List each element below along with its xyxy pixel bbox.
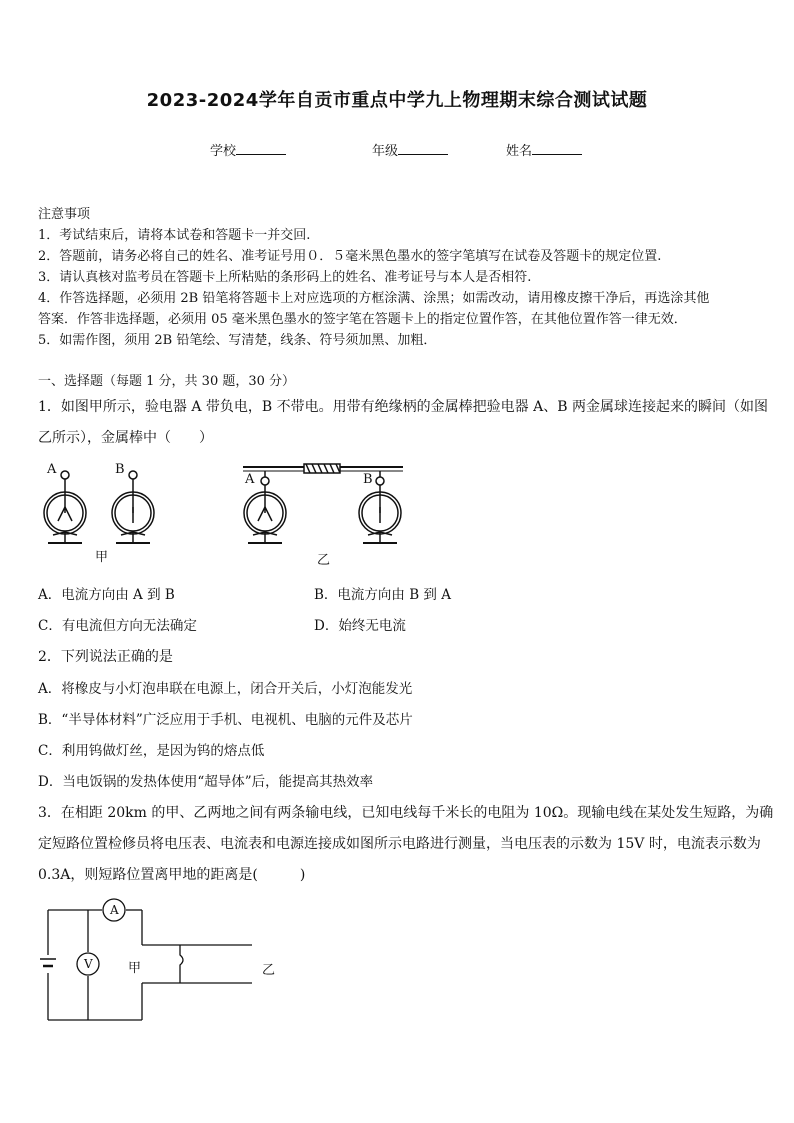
q3-stem-line3: 0.3A，则短路位置离甲地的距离是( ) [38, 867, 306, 883]
page-title: 2023-2024学年自贡市重点中学九上物理期末综合测试试题 [146, 90, 648, 111]
q3-label-yi: 乙 [262, 963, 276, 978]
q1-caption-yi: 乙 [317, 553, 331, 568]
q3-stem-line2: 定短路位置检修员将电压表、电流表和电源连接成如图所示电路进行测量，当电压表的示数为 15V 时，电流表示数为 [38, 836, 761, 852]
q1-stem-line2: 乙所示），金属棒中（ ） [38, 430, 213, 446]
note-item: 2．答题前，请务必将自己的姓名、准考证号用０．５毫米黑色墨水的签字笔填写在试卷及答题卡的规定位置. [38, 249, 662, 264]
note-item: 1．考试结束后，请将本试卷和答题卡一并交回. [38, 228, 311, 243]
grade-blank[interactable] [398, 142, 448, 155]
q1-label-a-jia: A [47, 462, 57, 477]
notes-heading: 注意事项 [38, 207, 91, 222]
q1-option-a[interactable]: A．电流方向由 A 到 B [38, 587, 175, 603]
note-item: 答案．作答非选择题，必须用 05 毫米黑色墨水的签字笔在答题卡上的指定位置作答，在其他位置作答一律无效． [38, 312, 687, 327]
note-item: 4．作答选择题，必须用 2B 铅笔将答题卡上对应选项的方框涂满、涂黑；如需改动，请用橡皮擦干净后，再选涂其他 [38, 291, 710, 306]
q1-option-b[interactable]: B．电流方向由 B 到 A [314, 587, 451, 603]
q2-option-b[interactable]: B．“半导体材料”广泛应用于手机、电视机、电脑的元件及芯片 [38, 712, 413, 728]
q3-stem-line1: 3．在相距 20km 的甲、乙两地之间有两条输电线，已知电线每千米长的电阻为 10Ω。现输电线在某处发生短路，为确 [38, 805, 774, 821]
q3-circuit-figure [40, 895, 280, 1030]
grade-label: 年级 [372, 144, 399, 159]
q1-caption-jia: 甲 [95, 550, 109, 565]
section-heading: 一、选择题（每题 1 分，共 30 题，30 分） [38, 374, 296, 389]
ammeter-label: A [110, 903, 119, 917]
q1-label-b-jia: B [115, 462, 125, 477]
voltmeter-label: V [84, 957, 93, 971]
note-item: 3．请认真核对监考员在答题卡上所粘贴的条形码上的姓名、准考证号与本人是否相符. [38, 270, 532, 285]
q2-stem: 2．下列说法正确的是 [38, 649, 173, 665]
q1-option-d[interactable]: D．始终无电流 [314, 618, 406, 634]
name-field[interactable] [506, 140, 582, 159]
q1-option-c[interactable]: C．有电流但方向无法确定 [38, 618, 197, 634]
school-blank[interactable] [236, 142, 286, 155]
q2-option-c[interactable]: C．利用钨做灯丝，是因为钨的熔点低 [38, 743, 265, 759]
q1-stem-line1: 1．如图甲所示，验电器 A 带负电，B 不带电。用带有绝缘柄的金属棒把验电器 A、B 两金属球连接起来的瞬间（如图 [38, 399, 768, 415]
school-field[interactable] [210, 140, 286, 159]
q2-option-d[interactable]: D．当电饭锅的发热体使用“超导体”后，能提高其热效率 [38, 774, 374, 790]
school-label: 学校 [210, 144, 237, 159]
q3-label-jia: 甲 [128, 961, 142, 976]
name-blank[interactable] [532, 142, 582, 155]
q2-option-a[interactable]: A．将橡皮与小灯泡串联在电源上，闭合开关后，小灯泡能发光 [38, 681, 413, 697]
q1-label-b-yi: B [363, 472, 373, 487]
q1-label-a-yi: A [245, 472, 255, 487]
grade-field[interactable] [372, 140, 448, 159]
note-item: 5．如需作图，须用 2B 铅笔绘、写清楚，线条、符号须加黑、加粗． [38, 333, 437, 348]
name-label: 姓名 [506, 144, 533, 159]
